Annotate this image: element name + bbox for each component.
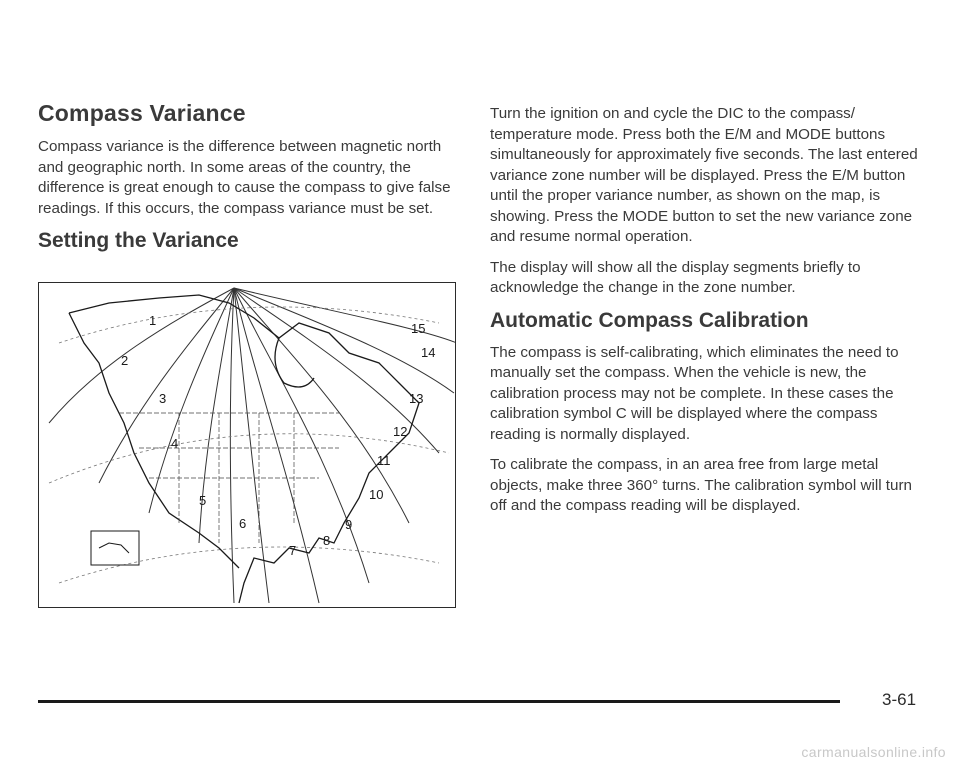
zone-label: 15 [411,321,426,336]
zone-label: 14 [421,345,436,360]
zone-label: 8 [323,533,331,548]
zone-label: 12 [393,424,408,439]
zone-label: 11 [377,453,391,468]
zone-label: 4 [171,436,179,451]
zone-label: 9 [345,517,353,532]
left-column [38,100,456,263]
auto-calibration-heading: Automatic Compass Calibration [490,308,809,332]
intro-paragraph: Compass variance is the difference between magnetic north and geographic north. In some areas of the country, the difference is great enough to cause the compass to give false readings. If this occurs, the compass variance must be set. [38,138,451,217]
latitude-arcs [49,307,449,583]
zone-label: 3 [159,391,167,406]
zone-label: 6 [239,516,247,531]
zone-label: 5 [199,493,207,508]
isogonic-lines [49,288,456,603]
right-column [490,104,920,527]
zone-label: 1 [149,313,157,328]
map-drawing [39,283,456,608]
borders [119,413,339,543]
zone-label: 13 [409,391,424,406]
zone-label: 7 [289,543,297,558]
instructions-paragraph: Turn the ignition on and cycle the DIC to the compass/ temperature mode. Press both the E/M and MODE buttons simultaneously for approximately five seconds. The last entered variance zone number will be displayed. Press the E/M button until the proper variance number, as shown on the map, is showing. Press the MODE button to set the new variance zone and resume normal operation. [490,105,918,245]
page-number: 3-61 [882,690,917,709]
zone-label: 2 [121,353,129,368]
display-paragraph: The display will show all the display segments briefly to acknowledge the change in the zone number. [490,258,861,296]
self-calibrating-paragraph: The compass is self-calibrating, which eliminates the need to manually set the compass. When the vehicle is new, the calibration process may not be complete. In these cases the calibration symbol C will be displayed where the compass reading is normally displayed. [490,343,899,443]
footer-rule [38,700,840,703]
section-title: Compass Variance [38,100,246,126]
variance-zone-map [38,282,456,608]
alaska-inset [91,531,139,565]
coastline [69,295,419,603]
setting-variance-heading: Setting the Variance [38,229,239,252]
watermark: carmanualsonline.info [801,744,946,760]
zone-label: 10 [369,487,384,502]
calibrate-paragraph: To calibrate the compass, in an area free from large metal objects, make three 360° turns. The calibration symbol will turn off and the compass reading will be displayed. [490,456,912,514]
